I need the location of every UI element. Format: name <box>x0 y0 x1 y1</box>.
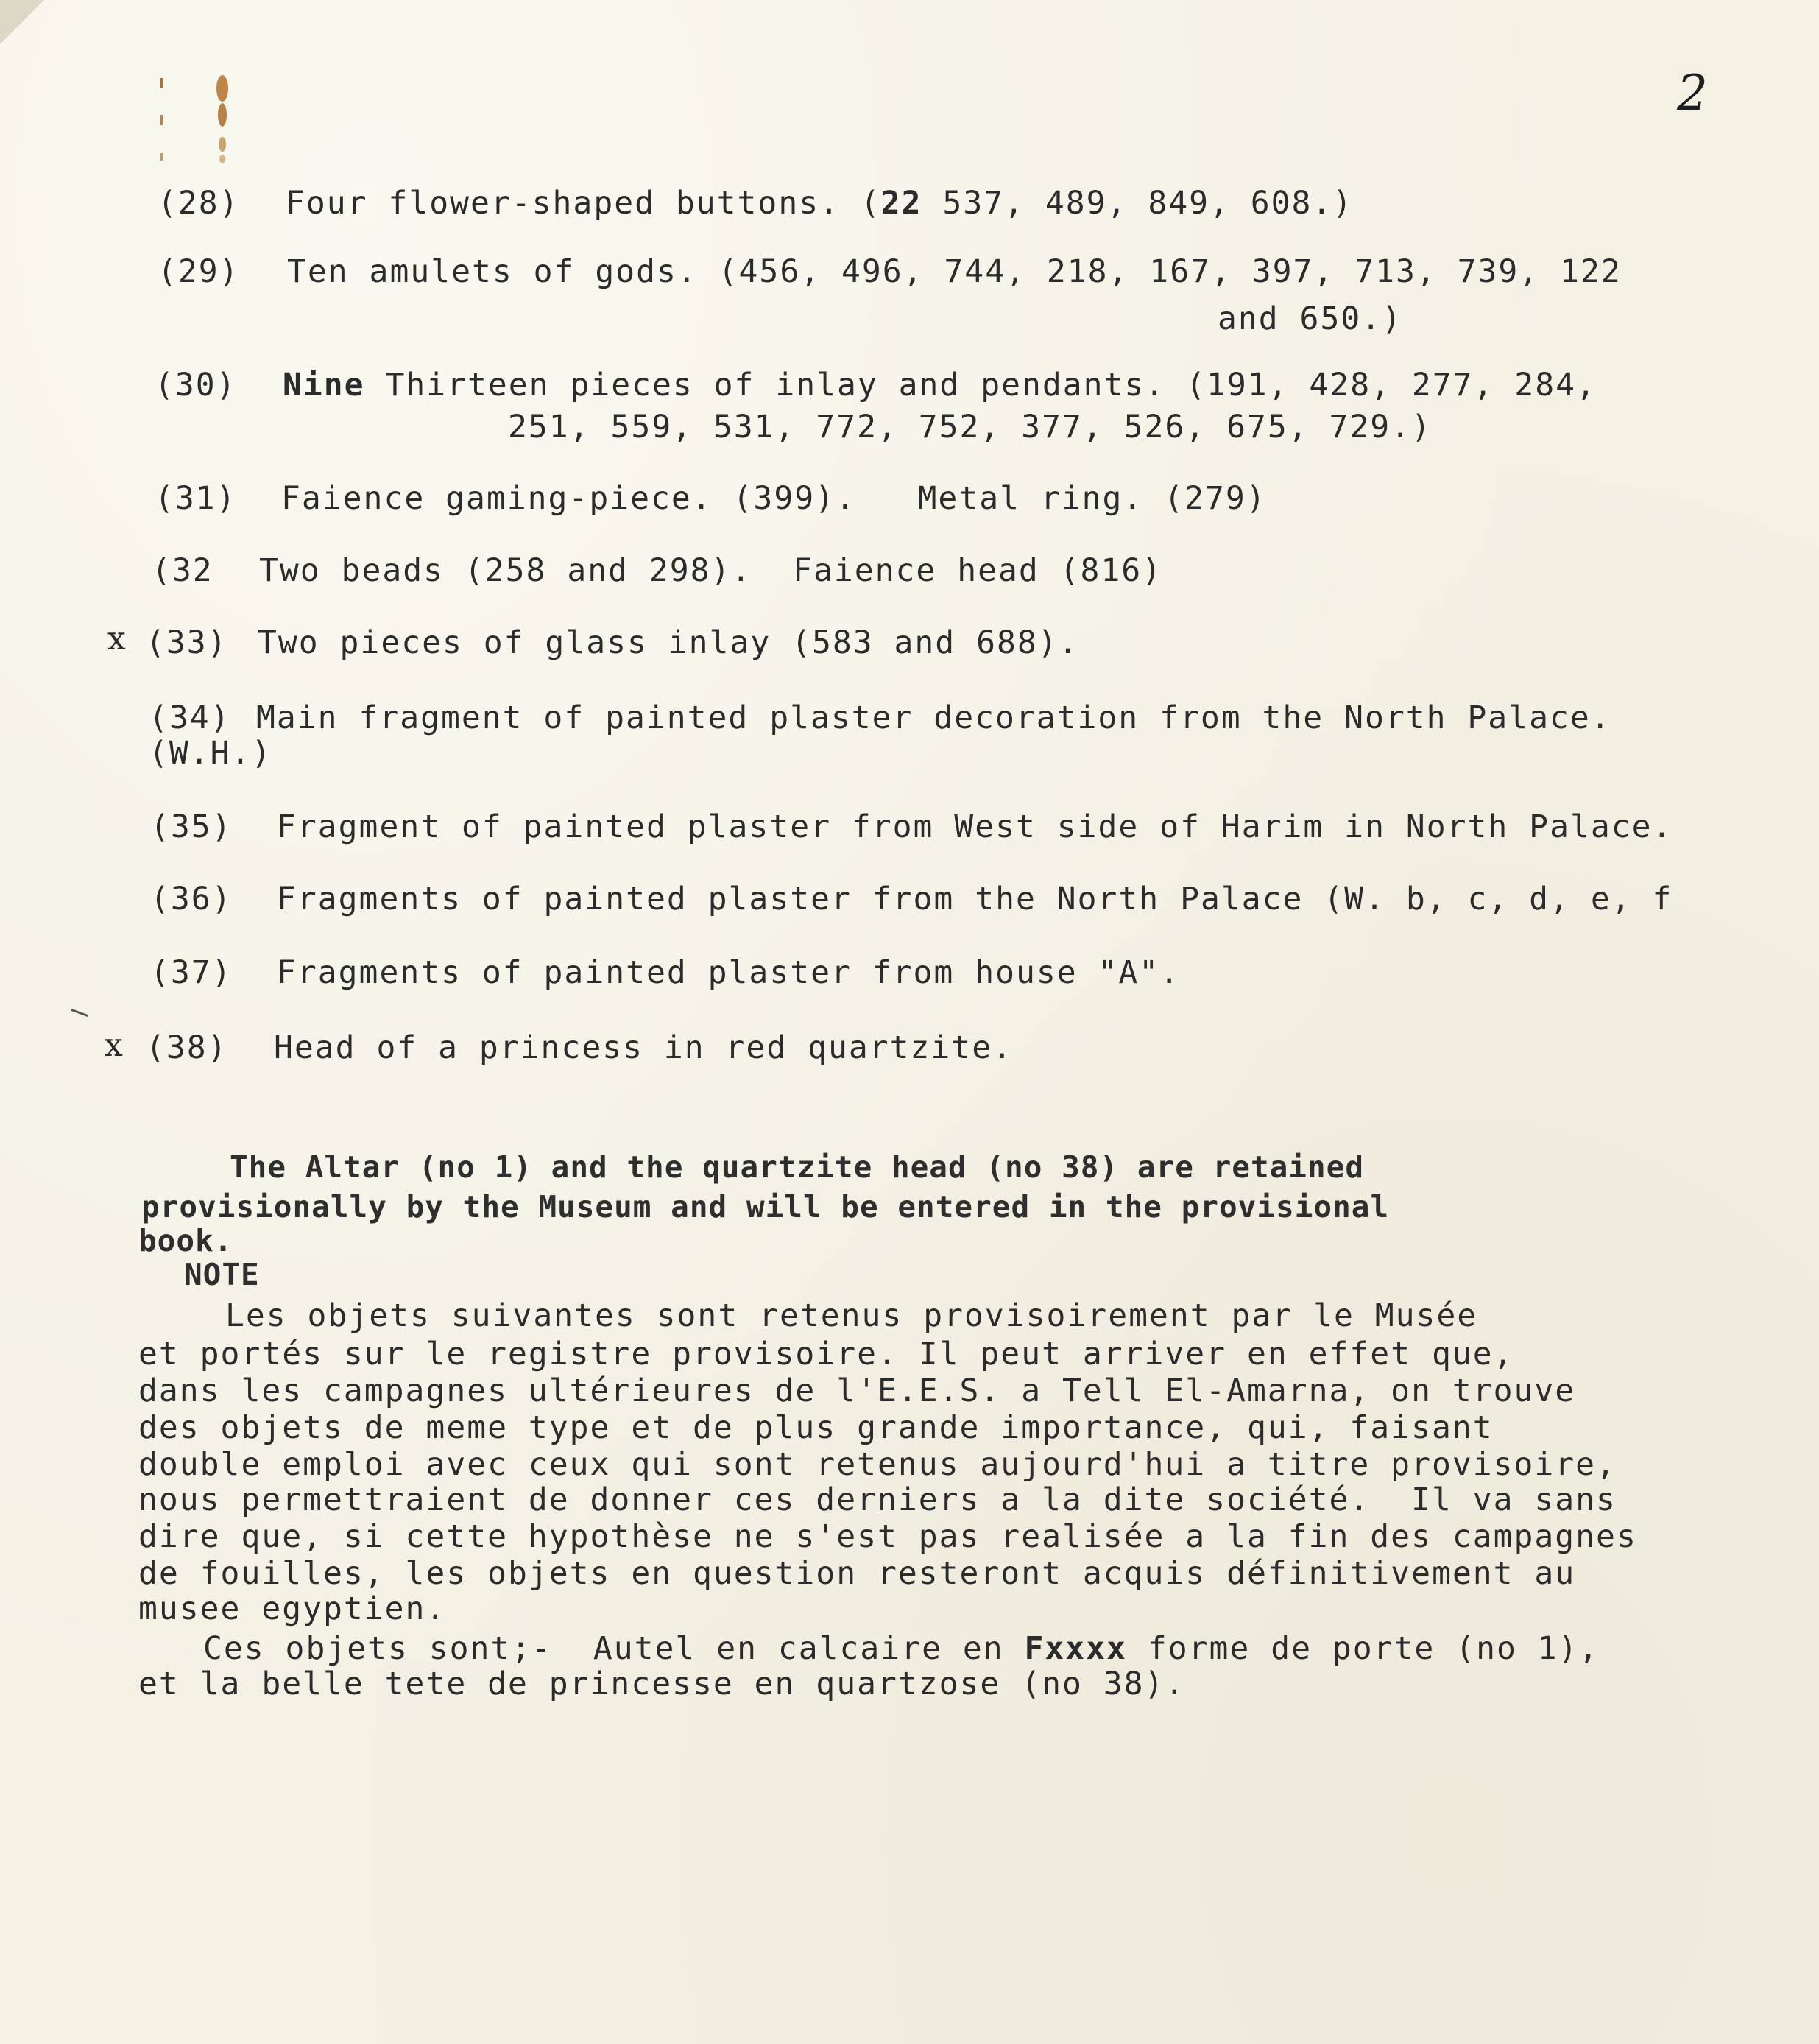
folded-corner <box>0 0 44 44</box>
page-number: 2 <box>1677 65 1708 121</box>
item-number: (36) <box>150 881 233 917</box>
struck-line: The Altar (no 1) and the quartzite head (no 38) are retained <box>230 1149 1365 1185</box>
item-number: (33) <box>146 624 228 661</box>
staple-mark <box>158 71 164 166</box>
item-text: Ten amulets of gods. (456, 496, 744, 218, 167, 397, 713, 739, 122 <box>287 253 1622 290</box>
french-line: et la belle tete de princesse en quartzose (no 38). <box>138 1666 1186 1702</box>
struck-text: Nine <box>283 367 365 403</box>
item-text: Two pieces of glass inlay (583 and 688). <box>258 624 1079 661</box>
item-text: Fragments of painted plaster from the North Palace (W. b, c, d, e, f <box>277 881 1673 917</box>
item-text-continuation: 251, 559, 531, 772, 752, 377, 526, 675, 729.) <box>508 409 1432 445</box>
item-text: Head of a princess in red quartzite. <box>274 1029 1013 1066</box>
french-line: des objets de meme type et de plus grande importance, qui, faisant <box>138 1409 1494 1446</box>
item-number: (29) <box>158 253 240 290</box>
french-line: et portés sur le registre provisoire. Il peut arriver en effet que, <box>138 1336 1514 1372</box>
margin-check-mark: x <box>107 620 126 658</box>
item-text-continuation: and 650.) <box>1218 300 1402 337</box>
item-text: Nine Thirteen pieces of inlay and pendants. (191, 428, 277, 284, <box>283 367 1597 403</box>
item-text: Main fragment of painted plaster decoration from the North Palace. <box>256 699 1611 736</box>
french-line: Les objets suivantes sont retenus provisoirement par le Musée <box>225 1297 1478 1334</box>
french-line: Ces objets sont;- Autel en calcaire en Fxxxx forme de porte (no 1), <box>203 1630 1600 1667</box>
item-text: Faience gaming-piece. (399). Metal ring. (279) <box>281 480 1267 517</box>
struck-line: provisionally by the Museum and will be entered in the provisional <box>141 1189 1390 1224</box>
item-text: Two beads (258 and 298). Faience head (816) <box>259 552 1163 589</box>
struck-line: book. <box>138 1223 233 1258</box>
item-number: (28) <box>158 185 240 222</box>
struck-text: Fxxxx <box>1024 1630 1127 1667</box>
margin-check-mark: x <box>105 1026 123 1064</box>
item-number: (37) <box>150 954 233 991</box>
item-text: Four flower-shaped buttons. (22 537, 489, 849, 608.) <box>286 185 1354 222</box>
french-line: nous permettraient de donner ces derniers a la dite société. Il va sans <box>138 1481 1617 1518</box>
item-text-continuation: (W.H.) <box>149 735 272 772</box>
item-text: Fragments of painted plaster from house "A". <box>277 954 1181 991</box>
rust-stain <box>215 71 230 165</box>
struck-text: 22 <box>880 185 922 222</box>
item-number: (31) <box>155 480 237 517</box>
item-number: (35) <box>150 808 233 845</box>
french-line: dans les campagnes ultérieures de l'E.E.S. a Tell El-Amarna, on trouve <box>138 1372 1576 1409</box>
item-text: Fragment of painted plaster from West side of Harim in North Palace. <box>277 808 1673 845</box>
french-line: double emploi avec ceux qui sont retenus aujourd'hui a titre provisoire, <box>138 1446 1617 1483</box>
item-number: (38) <box>146 1029 228 1066</box>
item-number: (34) <box>149 699 231 736</box>
item-number: (30) <box>155 367 237 403</box>
french-line: dire que, si cette hypothèse ne s'est pas realisée a la fin des campagnes <box>138 1518 1637 1555</box>
struck-line: NOTE <box>184 1257 260 1292</box>
french-line: de fouilles, les objets en question resteront acquis définitivement au <box>138 1555 1576 1592</box>
margin-tick <box>71 1009 88 1017</box>
item-number: (32 <box>152 552 213 589</box>
french-line: musee egyptien. <box>138 1590 447 1627</box>
